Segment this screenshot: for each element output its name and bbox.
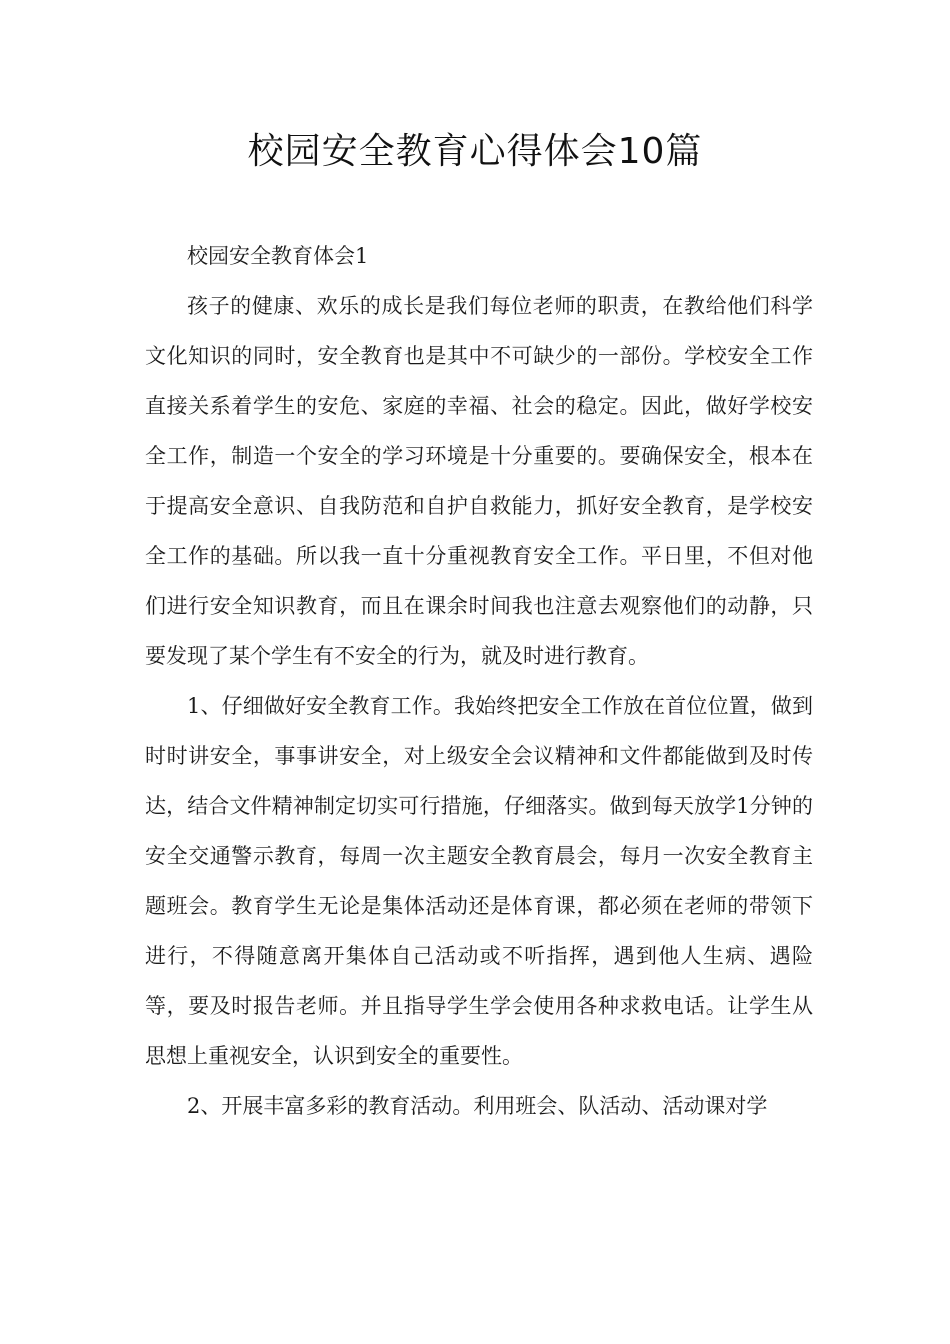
paragraph-2: 1、仔细做好安全教育工作。我始终把安全工作放在首位位置，做到时时讲安全，事事讲安全，对上级安全会议精神和文件都能做到及时传达，结合文件精神制定切实可行措施，仔细落实。做到每天放学1分钟的安全交通警示教育，每周一次主题安全教育晨会，每月一次安全教育主题班会。教育学生无论是集体活动还是体育课，都必须在老师的带领下进行，不得随意离开集体自己活动或不听指挥，遇到他人生病、遇险等，要及时报告老师。并且指导学生学会使用各种求救电话。让学生从思想上重视安全，认识到安全的重要性。 bbox=[145, 694, 813, 1068]
document-body bbox=[145, 231, 813, 1131]
paragraph-1: 孩子的健康、欢乐的成长是我们每位老师的职责，在教给他们科学文化知识的同时，安全教育也是其中不可缺少的一部份。学校安全工作直接关系着学生的安危、家庭的幸福、社会的稳定。因此，做好学校安全工作，制造一个安全的学习环境是十分重要的。要确保安全，根本在于提高安全意识、自我防范和自护自救能力，抓好安全教育，是学校安全工作的基础。所以我一直十分重视教育安全工作。平日里，不但对他们进行安全知识教育，而且在课余时间我也注意去观察他们的动静，只要发现了某个学生有不安全的行为，就及时进行教育。 bbox=[145, 294, 813, 668]
section-heading: 校园安全教育体会1 bbox=[187, 244, 369, 268]
paragraph-3: 2、开展丰富多彩的教育活动。利用班会、队活动、活动课对学 bbox=[187, 1094, 768, 1118]
document-title: 校园安全教育心得体会10篇 bbox=[247, 131, 703, 172]
